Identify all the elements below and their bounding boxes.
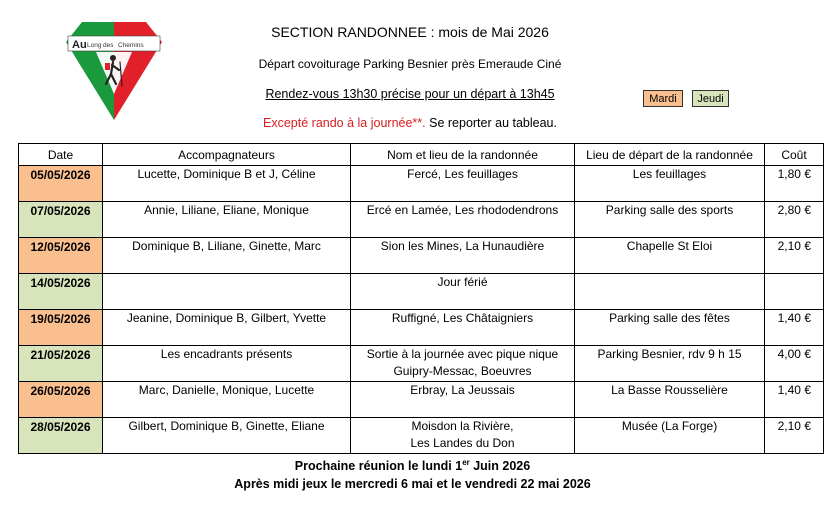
depart-covoiturage: Départ covoiturage Parking Besnier près Emeraude Ciné	[258, 57, 562, 71]
row-nom-lieu	[351, 418, 575, 454]
logo-text-long: Long	[87, 42, 102, 49]
row-nom-lieu	[351, 346, 575, 382]
table-row	[19, 166, 824, 202]
reunion-text-pre: Prochaine réunion le lundi 1	[294, 459, 463, 473]
row-nom-line1: Fercé, Les feuillages	[407, 167, 518, 181]
row-cout: 4,00 €	[765, 346, 824, 382]
row-nom-line1: Ruffigné, Les Châtaigniers	[391, 311, 534, 325]
row-lieu-depart: La Basse Rousselière	[575, 382, 765, 418]
row-nom-line1: Ercé en Lamée, Les rhododendrons	[366, 203, 559, 217]
row-accompagnateurs	[103, 274, 351, 310]
row-cout: 1,80 €	[765, 166, 824, 202]
prochaine-reunion	[150, 459, 675, 473]
row-cout	[765, 274, 824, 310]
schedule-table	[18, 143, 824, 454]
row-nom-line1: Sortie à la journée avec pique nique	[366, 347, 559, 361]
row-lieu-depart: Musée (La Forge)	[575, 418, 765, 454]
exception-note	[180, 116, 640, 130]
row-accompagnateurs: Les encadrants présents	[103, 346, 351, 382]
row-cout: 2,10 €	[765, 418, 824, 454]
row-date: 26/05/2026	[19, 382, 103, 418]
row-accompagnateurs: Jeanine, Dominique B, Gilbert, Yvette	[103, 310, 351, 346]
row-accompagnateurs: Annie, Liliane, Eliane, Monique	[103, 202, 351, 238]
col-header-date: Date	[19, 144, 103, 166]
table-row	[19, 346, 824, 382]
table-row	[19, 310, 824, 346]
row-cout: 1,40 €	[765, 382, 824, 418]
col-header-accompagnateurs: Accompagnateurs	[103, 144, 351, 166]
row-date: 28/05/2026	[19, 418, 103, 454]
logo-text-au: Au	[72, 39, 87, 51]
row-nom-line2: Les Landes du Don	[410, 436, 515, 450]
table-row	[19, 274, 824, 310]
table-row	[19, 202, 824, 238]
col-header-nom-lieu: Nom et lieu de la randonnée	[351, 144, 575, 166]
row-date: 14/05/2026	[19, 274, 103, 310]
row-accompagnateurs: Marc, Danielle, Monique, Lucette	[103, 382, 351, 418]
legend-mardi: Mardi	[643, 90, 683, 107]
table-header-row	[19, 144, 824, 166]
row-cout: 2,80 €	[765, 202, 824, 238]
row-accompagnateurs: Dominique B, Liliane, Ginette, Marc	[103, 238, 351, 274]
rendez-vous: Rendez-vous 13h30 précise pour un départ à 13h45	[265, 87, 555, 101]
row-date: 12/05/2026	[19, 238, 103, 274]
row-accompagnateurs: Lucette, Dominique B et J, Céline	[103, 166, 351, 202]
exception-red-text: Excepté rando à la journée**.	[263, 116, 426, 130]
apres-midi-jeux: Après midi jeux le mercredi 6 mai et le vendredi 22 mai 2026	[234, 477, 591, 491]
row-nom-lieu	[351, 238, 575, 274]
row-date: 21/05/2026	[19, 346, 103, 382]
row-date: 19/05/2026	[19, 310, 103, 346]
row-nom-line1: Moisdon la Rivière,	[411, 419, 514, 433]
row-lieu-depart	[575, 274, 765, 310]
row-nom-line1: Jour férié	[437, 275, 488, 289]
row-lieu-depart: Les feuillages	[575, 166, 765, 202]
col-header-cout: Coût	[765, 144, 824, 166]
row-nom-line1: Sion les Mines, La Hunaudière	[380, 239, 545, 253]
page-title: SECTION RANDONNEE : mois de Mai 2026	[271, 24, 549, 40]
table-row	[19, 382, 824, 418]
reunion-text-post: Juin 2026	[469, 459, 531, 473]
row-lieu-depart: Parking salle des sports	[575, 202, 765, 238]
row-nom-lieu	[351, 202, 575, 238]
logo-text-des: des	[103, 42, 114, 49]
row-nom-lieu	[351, 274, 575, 310]
row-cout: 2,10 €	[765, 238, 824, 274]
club-logo	[66, 22, 162, 120]
row-accompagnateurs: Gilbert, Dominique B, Ginette, Eliane	[103, 418, 351, 454]
logo-text-chemins: Chemins	[118, 42, 144, 49]
row-nom-line1: Erbray, La Jeussais	[410, 383, 515, 397]
row-lieu-depart: Chapelle St Eloi	[575, 238, 765, 274]
row-lieu-depart: Parking salle des fêtes	[575, 310, 765, 346]
row-date: 05/05/2026	[19, 166, 103, 202]
legend-jeudi: Jeudi	[692, 90, 729, 107]
row-nom-lieu	[351, 166, 575, 202]
row-nom-lieu	[351, 382, 575, 418]
row-nom-lieu	[351, 310, 575, 346]
row-date: 07/05/2026	[19, 202, 103, 238]
reunion-text-sup: er	[462, 457, 470, 467]
col-header-lieu-depart: Lieu de départ de la randonnée	[575, 144, 765, 166]
row-nom-line2: Guipry-Messac, Boeuvres	[393, 364, 532, 378]
table-row	[19, 238, 824, 274]
exception-rest-text: Se reporter au tableau.	[425, 116, 557, 130]
row-cout: 1,40 €	[765, 310, 824, 346]
table-row	[19, 418, 824, 454]
row-lieu-depart: Parking Besnier, rdv 9 h 15	[575, 346, 765, 382]
